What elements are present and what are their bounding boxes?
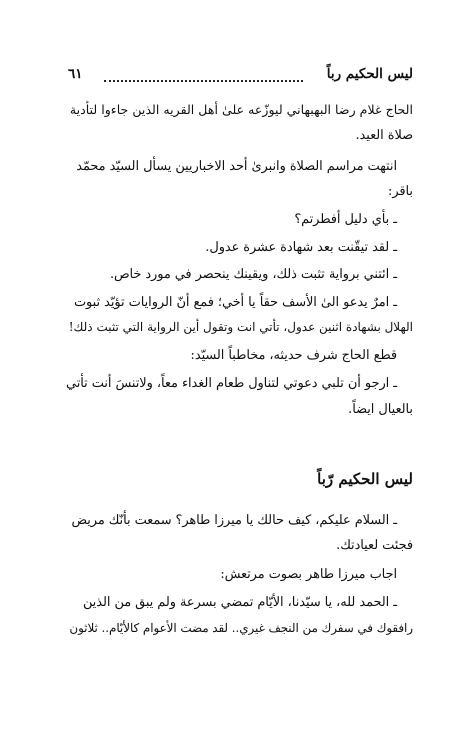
section-heading: ليس الحكيم رّباً (317, 470, 413, 488)
paragraph-line: اجاب ميرزا طاهر بصوت مرتعش: (220, 567, 397, 582)
paragraph-line: باقر: (388, 184, 413, 199)
dialogue-line: ـ لقد تيقّنت بعد شهادة عشرة عدول. (205, 240, 397, 255)
paragraph-line: انتهت مراسم الصلاة وانبرىٰ أحد الاخباريين يسأل السيّد محمّد (76, 159, 397, 174)
paragraph-line: قطع الحاج شرف حديثه، مخاطباً السيّد: (190, 348, 397, 363)
paragraph-line: الحاج غلام رضا البهبهاني ليوزّعه علىٰ أهل القريه الذين جاءوا لتأدية (69, 102, 413, 117)
paragraph-line: فجئت لعيادتك. (336, 538, 413, 553)
paragraph-line: الهلال بشهادة اثنين عدول، تأتي انت وتقول أين الرواية التي تثبت ذلك! (68, 320, 413, 334)
paragraph-line: بالعيال ايضاً. (348, 402, 413, 417)
dialogue-line: ـ الحمد لله، يا سيّدنا، الأيّام تمضي بسرعة ولم يبق من الذين (82, 595, 397, 610)
dialogue-line: ـ السلام عليكم، كيف حالك يا ميرزا طاهر؟ سمعت بأنّك مريض (71, 513, 397, 528)
paragraph-line: رافقوك في سفرك من النجف غيري.. لقد مضت الأعوام كالأيّام.. ثلاثون (69, 621, 413, 635)
dialogue-line: ـ امرٌ يدعو الىٰ الأسف حقاً يا أخي؛ فمع أنّ الروايات تؤيّد ثبوت (73, 295, 397, 310)
header-leader-dots (104, 80, 303, 82)
dialogue-line: ـ بأي دليل أفطرتم؟ (294, 212, 397, 227)
dialogue-line: ـ ارجو أن تلبي دعوتي لتناول طعام الغداء معاً، ولاتنسَ أنت تأتي (66, 376, 397, 391)
dialogue-line: ـ ائتني برواية تثبت ذلك، ويقينك ينحصر في مورد خاص. (109, 267, 397, 282)
running-header-title: ليس الحكيم رباً (326, 66, 413, 82)
paragraph-line: صلاة العيد. (355, 128, 413, 143)
page-number: ٦١ (68, 66, 83, 82)
